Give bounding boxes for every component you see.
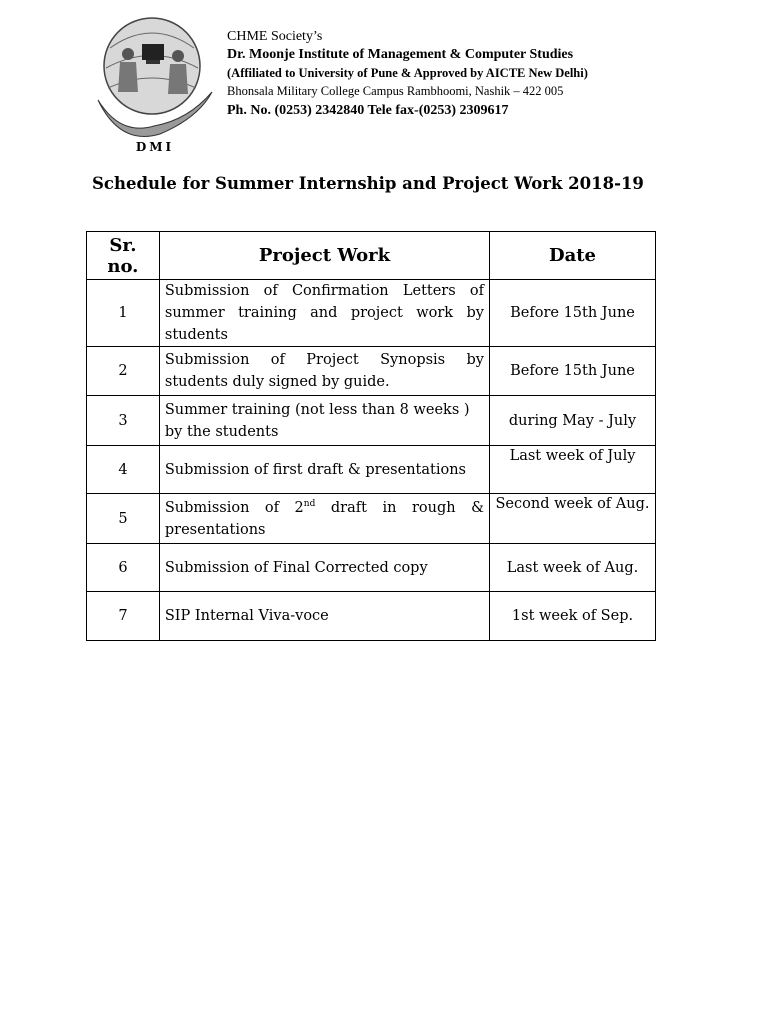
table-row	[87, 396, 656, 446]
header-date: Date	[490, 232, 656, 280]
institute-name: Dr. Moonje Institute of Management & Computer Studies	[227, 47, 574, 62]
cell-date: Second week of Aug.	[490, 494, 656, 544]
work-text-end: draft in rough & presentations	[164, 499, 484, 538]
cell-sr-no: 1	[87, 280, 160, 347]
work-text-start: Submission of 2	[164, 499, 304, 516]
table-row	[87, 280, 656, 347]
logo-text: DMI	[135, 140, 175, 154]
cell-project-work: SIP Internal Viva-voce	[159, 592, 489, 641]
institute-details	[227, 28, 747, 120]
cell-date: Before 15th June	[490, 347, 656, 396]
address: Bhonsala Military College Campus Rambhoomi, Nashik – 422 005	[227, 84, 564, 98]
cell-project-work: Submission of first draft & presentations	[159, 446, 489, 494]
table-row	[87, 347, 656, 396]
cell-date: Last week of July	[490, 446, 656, 494]
letterhead	[0, 0, 768, 170]
cell-project-work: Submission of Final Corrected copy	[159, 544, 489, 592]
table-row	[87, 494, 656, 544]
cell-project-work: Submission of Project Synopsis by students duly signed by guide.	[159, 347, 489, 396]
cell-date: Last week of Aug.	[490, 544, 656, 592]
header-sr-no: Sr. no.	[87, 232, 160, 280]
affiliation: (Affiliated to University of Pune & Approved by AICTE New Delhi)	[227, 66, 588, 80]
table-row	[87, 544, 656, 592]
ordinal-suffix: nd	[303, 498, 316, 509]
header-project-work: Project Work	[159, 232, 489, 280]
cell-date: 1st week of Sep.	[490, 592, 656, 641]
institute-logo	[90, 8, 220, 160]
schedule-table	[86, 231, 656, 641]
phone-numbers: Ph. No. (0253) 2342840 Tele fax-(0253) 2309617	[227, 103, 509, 118]
cell-project-work: Submission of Confirmation Letters of summer training and project work by students	[159, 280, 489, 347]
cell-sr-no: 2	[87, 347, 160, 396]
table-header-row	[87, 232, 656, 280]
logo-emblem-icon	[90, 8, 220, 160]
document-title: Schedule for Summer Internship and Project Work 2018-19	[92, 174, 644, 193]
cell-date: during May - July	[490, 396, 656, 446]
cell-project-work: Summer training (not less than 8 weeks ) by the students	[159, 396, 489, 446]
cell-project-work	[159, 494, 489, 544]
cell-sr-no: 5	[87, 494, 160, 544]
table-row	[87, 446, 656, 494]
cell-sr-no: 4	[87, 446, 160, 494]
cell-sr-no: 3	[87, 396, 160, 446]
cell-date: Before 15th June	[490, 280, 656, 347]
table-row	[87, 592, 656, 641]
cell-sr-no: 7	[87, 592, 160, 641]
cell-sr-no: 6	[87, 544, 160, 592]
society-name: CHME Society’s	[227, 29, 323, 44]
